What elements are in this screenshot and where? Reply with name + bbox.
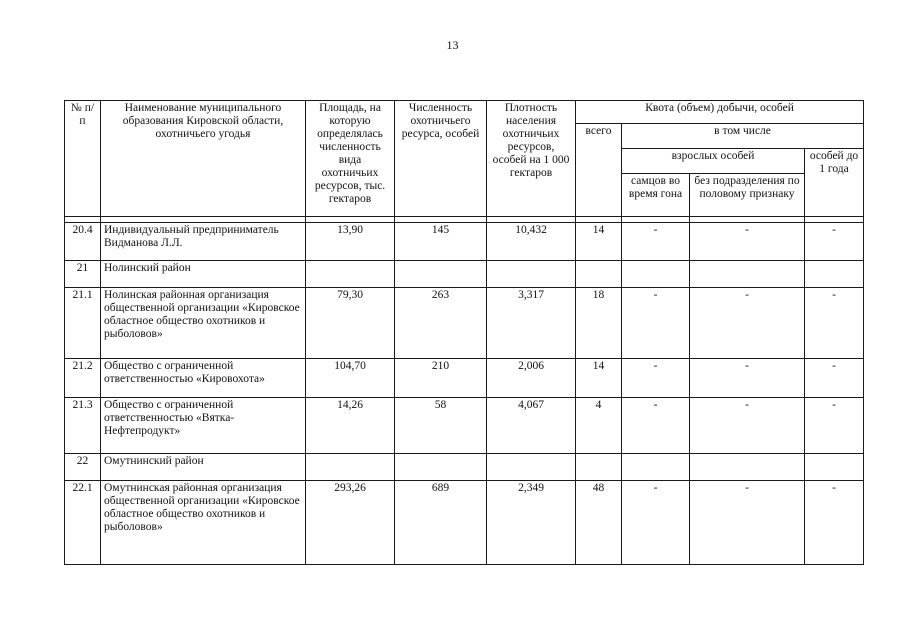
cell-num: 21 <box>65 261 101 288</box>
header-quota: Квота (объем) добычи, особей <box>576 101 864 124</box>
page-number: 13 <box>446 38 459 52</box>
cell-nosex: - <box>690 398 805 454</box>
cell-nosex: - <box>690 223 805 261</box>
table-body <box>65 223 864 565</box>
header-density: Плотность населения охотничьих ресурсов, особей на 1 000 гектаров <box>487 101 576 217</box>
cell-density <box>487 261 576 288</box>
table-row <box>65 398 864 454</box>
cell-nosex: - <box>690 359 805 398</box>
quota-table <box>64 100 864 565</box>
cell-num: 22.1 <box>65 481 101 565</box>
cell-total: 18 <box>576 288 622 359</box>
cell-total: 14 <box>576 359 622 398</box>
cell-name: Нолинская районная организация общественной организации «Кировское областное общество охотников и рыболовов» <box>101 288 306 359</box>
header-under-one: особей до 1 года <box>805 149 864 217</box>
cell-num: 21.2 <box>65 359 101 398</box>
cell-num: 21.3 <box>65 398 101 454</box>
table-row <box>65 261 864 288</box>
cell-nosex <box>690 454 805 481</box>
header-num: № п/п <box>65 101 101 217</box>
cell-males: - <box>622 481 690 565</box>
header-total: всего <box>576 124 622 217</box>
cell-young: - <box>805 398 864 454</box>
cell-area: 13,90 <box>306 223 395 261</box>
cell-area <box>306 454 395 481</box>
table-row <box>65 481 864 565</box>
cell-area: 104,70 <box>306 359 395 398</box>
cell-total <box>576 454 622 481</box>
cell-males <box>622 454 690 481</box>
cell-area: 14,26 <box>306 398 395 454</box>
cell-area: 79,30 <box>306 288 395 359</box>
cell-name: Общество с ограниченной ответственностью «Вятка-Нефтепродукт» <box>101 398 306 454</box>
cell-young: - <box>805 359 864 398</box>
cell-density: 10,432 <box>487 223 576 261</box>
table-row <box>65 288 864 359</box>
cell-population: 58 <box>395 398 487 454</box>
header-name: Наименование муниципального образования Кировской области, охотничьего угодья <box>101 101 306 217</box>
cell-young <box>805 454 864 481</box>
table-row <box>65 454 864 481</box>
table-row <box>65 359 864 398</box>
table-row <box>65 223 864 261</box>
cell-total: 48 <box>576 481 622 565</box>
cell-population: 689 <box>395 481 487 565</box>
cell-density: 2,006 <box>487 359 576 398</box>
cell-population: 263 <box>395 288 487 359</box>
cell-total: 4 <box>576 398 622 454</box>
cell-males: - <box>622 359 690 398</box>
cell-young: - <box>805 223 864 261</box>
cell-population: 210 <box>395 359 487 398</box>
cell-males: - <box>622 223 690 261</box>
cell-nosex: - <box>690 288 805 359</box>
header-including: в том числе <box>622 124 864 149</box>
cell-name: Омутнинский район <box>101 454 306 481</box>
cell-population <box>395 454 487 481</box>
cell-name: Омутнинская районная организация общественной организации «Кировское областное общество охотников и рыболовов» <box>101 481 306 565</box>
header-adults: взрослых особей <box>622 149 805 174</box>
cell-nosex <box>690 261 805 288</box>
cell-area: 293,26 <box>306 481 395 565</box>
cell-density: 4,067 <box>487 398 576 454</box>
cell-density: 3,317 <box>487 288 576 359</box>
cell-population <box>395 261 487 288</box>
cell-total: 14 <box>576 223 622 261</box>
header-males-rut: самцов во время гона <box>622 174 690 217</box>
cell-young <box>805 261 864 288</box>
header-area: Площадь, на которую определялась численность вида охотничьих ресурсов, тыс. гектаров <box>306 101 395 217</box>
cell-males: - <box>622 398 690 454</box>
cell-young: - <box>805 288 864 359</box>
cell-males <box>622 261 690 288</box>
cell-density: 2,349 <box>487 481 576 565</box>
header-population: Численность охотничьего ресурса, особей <box>395 101 487 217</box>
cell-name: Индивидуальный предприниматель Видманова Л.Л. <box>101 223 306 261</box>
cell-nosex: - <box>690 481 805 565</box>
cell-name: Общество с ограниченной ответственностью «Кировохота» <box>101 359 306 398</box>
cell-name: Нолинский район <box>101 261 306 288</box>
cell-population: 145 <box>395 223 487 261</box>
cell-young: - <box>805 481 864 565</box>
cell-density <box>487 454 576 481</box>
cell-num: 20.4 <box>65 223 101 261</box>
header-no-sex: без подразделения по половому признаку <box>690 174 805 217</box>
cell-males: - <box>622 288 690 359</box>
cell-num: 21.1 <box>65 288 101 359</box>
cell-num: 22 <box>65 454 101 481</box>
cell-total <box>576 261 622 288</box>
cell-area <box>306 261 395 288</box>
